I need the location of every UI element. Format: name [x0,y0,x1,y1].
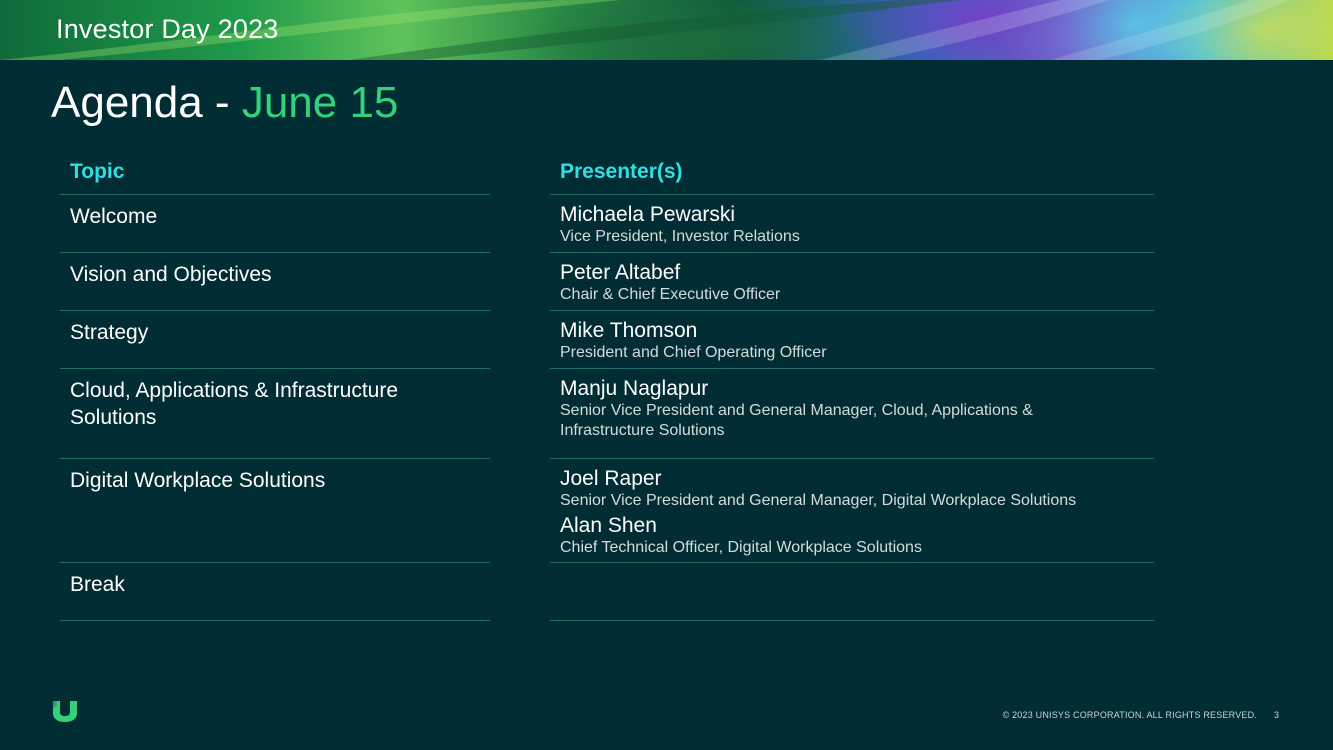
presenter-role: Chief Technical Officer, Digital Workplace Solutions [560,539,922,556]
presenter-entry [560,261,1154,305]
presenter-entry [560,203,1154,247]
presenter-role: Chair & Chief Executive Officer [560,286,781,303]
column-header-topic: Topic [70,160,125,183]
table-row-topic [60,458,490,562]
topic-text: Digital Workplace Solutions [70,469,326,492]
presenter-role: Senior Vice President and General Manager, Digital Workplace Solutions [560,492,1077,509]
presenter-entry [560,319,1154,363]
topic-text: Break [70,573,125,596]
column-header-presenters: Presenter(s) [560,160,683,183]
page-title-date: June 15 [241,78,399,127]
topic-text: Strategy [70,321,149,344]
presenter-entry [560,377,1120,441]
table-row-topic [60,310,490,368]
presenter-role: Vice President, Investor Relations [560,228,800,245]
table-row-presenters [550,252,1154,310]
table-row-topic [60,368,490,458]
presenter-entry [560,467,1154,511]
topic-text: Welcome [70,205,158,228]
table-row-topic [60,562,490,620]
presenter-name: Mike Thomson [560,319,698,342]
presenter-name: Peter Altabef [560,261,681,284]
presenter-role: President and Chief Operating Officer [560,344,827,361]
table-row-presenters [550,458,1154,562]
table-row-presenters [550,310,1154,368]
unisys-u-logo-icon [52,700,78,727]
table-row-presenters [550,368,1154,458]
table-bottom-rule [550,620,1154,621]
table-row-topic [60,194,490,252]
banner-title: Investor Day 2023 [56,14,279,44]
page-title-main: Agenda - [51,78,242,127]
topic-text: Vision and Objectives [70,263,272,286]
table-bottom-rule [60,620,490,621]
table-row-presenters [550,194,1154,252]
table-row-topic [60,252,490,310]
page-number: 3 [1274,710,1280,720]
presenter-entry [560,514,1154,558]
table-row-presenters [550,562,1154,620]
copyright-notice: © 2023 UNISYS CORPORATION. ALL RIGHTS RESERVED. [1002,710,1257,720]
presenter-name: Joel Raper [560,467,662,490]
page-title [51,78,398,128]
presenter-name: Manju Naglapur [560,377,709,400]
topic-text: Cloud, Applications & Infrastructure Solutions [70,379,399,429]
presenter-name: Alan Shen [560,514,657,537]
header-banner [0,0,1333,60]
presenter-role: Senior Vice President and General Manager, Cloud, Applications & Infrastructure Solutions [560,402,1033,439]
presenter-name: Michaela Pewarski [560,203,736,226]
